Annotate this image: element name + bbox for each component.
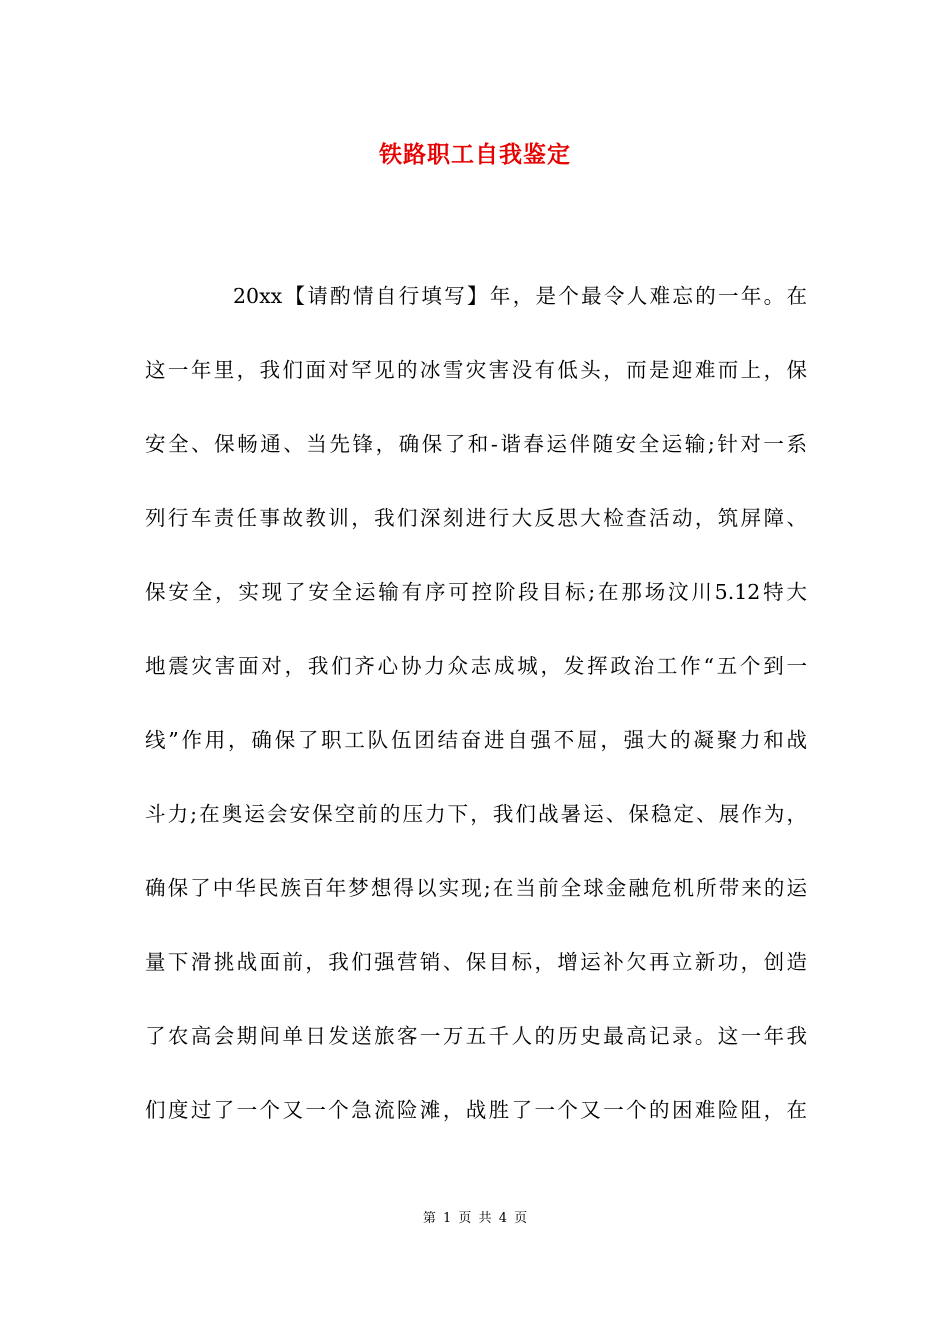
body-line: 确保了中华民族百年梦想得以实现;在当前全球金融危机所带来的运 <box>145 876 807 900</box>
document-body <box>145 276 807 1164</box>
body-line: 量下滑挑战面前，我们强营销、保目标，增运补欠再立新功，创造 <box>145 950 807 974</box>
body-line: 了农高会期间单日发送旅客一万五千人的历史最高记录。这一年我 <box>145 1024 807 1048</box>
document-title: 铁路职工自我鉴定 <box>379 141 571 168</box>
body-line: 地震灾害面对，我们齐心协力众志成城，发挥政治工作“五个到一 <box>145 654 807 678</box>
body-line: 安全、保畅通、当先锋，确保了和-谐春运伴随安全运输;针对一系 <box>145 432 807 456</box>
body-line: 这一年里，我们面对罕见的冰雪灾害没有低头，而是迎难而上，保 <box>145 358 807 382</box>
body-line: 20xx【请酌情自行填写】年，是个最令人难忘的一年。在 <box>233 284 807 308</box>
body-line: 列行车责任事故教训，我们深刻进行大反思大检查活动，筑屏障、 <box>145 506 807 530</box>
body-line: 保安全，实现了安全运输有序可控阶段目标;在那场汶川5.12特大 <box>145 580 807 604</box>
page-number-footer: 第 1 页 共 4 页 <box>422 1211 528 1226</box>
body-line: 斗力;在奥运会安保空前的压力下，我们战暑运、保稳定、展作为， <box>145 802 807 826</box>
body-line: 们度过了一个又一个急流险滩，战胜了一个又一个的困难险阻，在 <box>145 1098 807 1122</box>
body-line: 线”作用，确保了职工队伍团结奋进自强不屈，强大的凝聚力和战 <box>145 728 807 752</box>
